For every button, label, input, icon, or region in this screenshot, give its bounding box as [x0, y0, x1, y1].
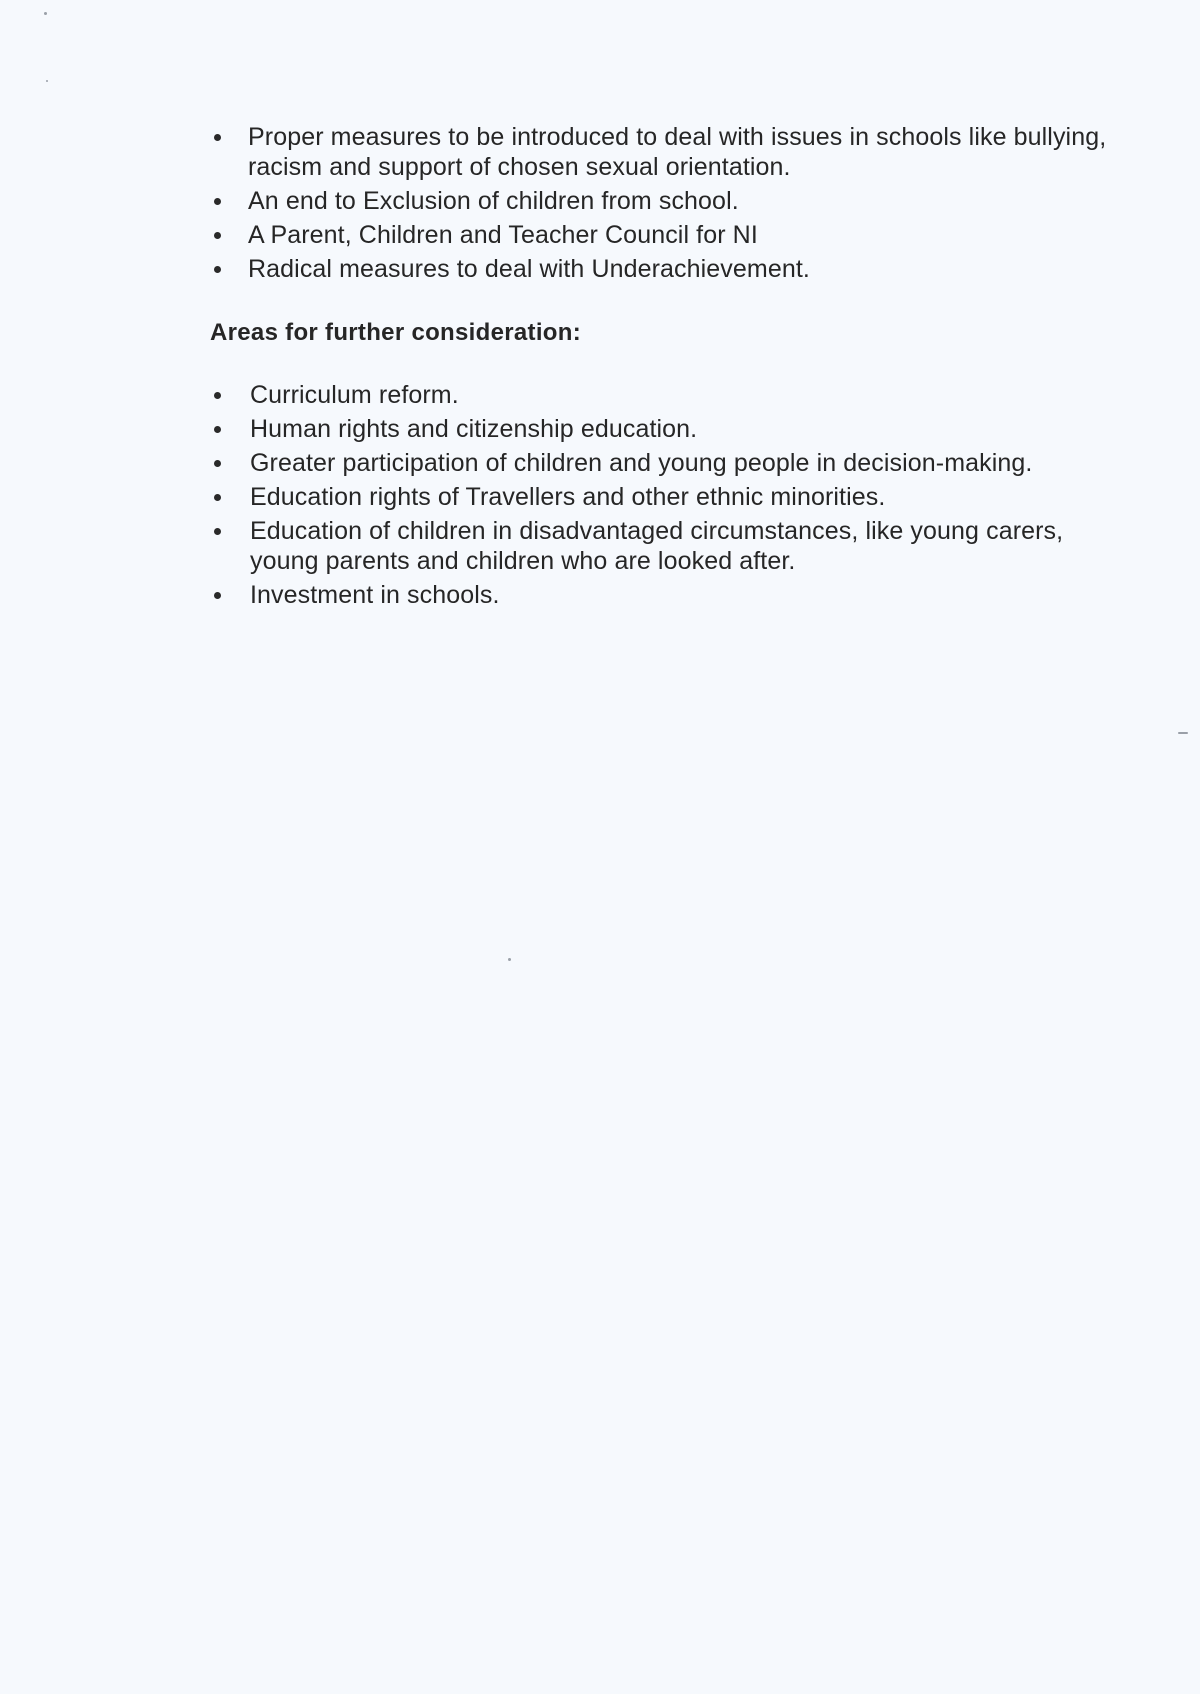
list-item-text: An end to Exclusion of children from school.: [248, 187, 739, 215]
list-item: [210, 220, 1110, 250]
list-item: [210, 482, 1110, 512]
scan-speck: [1178, 732, 1188, 734]
list-item-text: Radical measures to deal with Underachievement.: [248, 255, 810, 283]
scan-speck: [44, 12, 47, 15]
list-item: [210, 186, 1110, 216]
list-item: [210, 122, 1110, 182]
bullet-icon: [214, 134, 221, 141]
bullet-icon: [214, 232, 221, 239]
bullet-icon: [214, 592, 221, 599]
list-item-text: Investment in schools.: [250, 581, 500, 609]
list-item: [210, 380, 1110, 410]
list-item: [210, 254, 1110, 284]
list-item-text: Proper measures to be introduced to deal with issues in schools like bullying, racism and support of chosen sexual orientation.: [248, 123, 1107, 181]
list-item: [210, 516, 1110, 576]
bullet-icon: [214, 426, 221, 433]
bullet-icon: [214, 460, 221, 467]
list-item-text: Education rights of Travellers and other ethnic minorities.: [250, 483, 886, 511]
list-item-text: A Parent, Children and Teacher Council for NI: [248, 221, 758, 249]
bullet-icon: [214, 198, 221, 205]
list-item: [210, 580, 1110, 610]
list-item-text: Education of children in disadvantaged circumstances, like young carers, young parents and children who are looked after.: [250, 517, 1064, 575]
list-item: [210, 414, 1110, 444]
bullet-icon: [214, 528, 221, 535]
scan-speck: [508, 958, 511, 961]
bullet-icon: [214, 494, 221, 501]
scan-speck: [46, 80, 48, 82]
further-consideration-list: [210, 380, 1110, 610]
document-body: [210, 122, 1110, 614]
list-item-text: Greater participation of children and young people in decision-making.: [250, 449, 1033, 477]
proposals-list: [210, 122, 1110, 284]
list-item-text: Human rights and citizenship education.: [250, 415, 698, 443]
bullet-icon: [214, 266, 221, 273]
list-item: [210, 448, 1110, 478]
list-item-text: Curriculum reform.: [250, 381, 459, 409]
section-heading: Areas for further consideration:: [210, 319, 581, 346]
bullet-icon: [214, 392, 221, 399]
